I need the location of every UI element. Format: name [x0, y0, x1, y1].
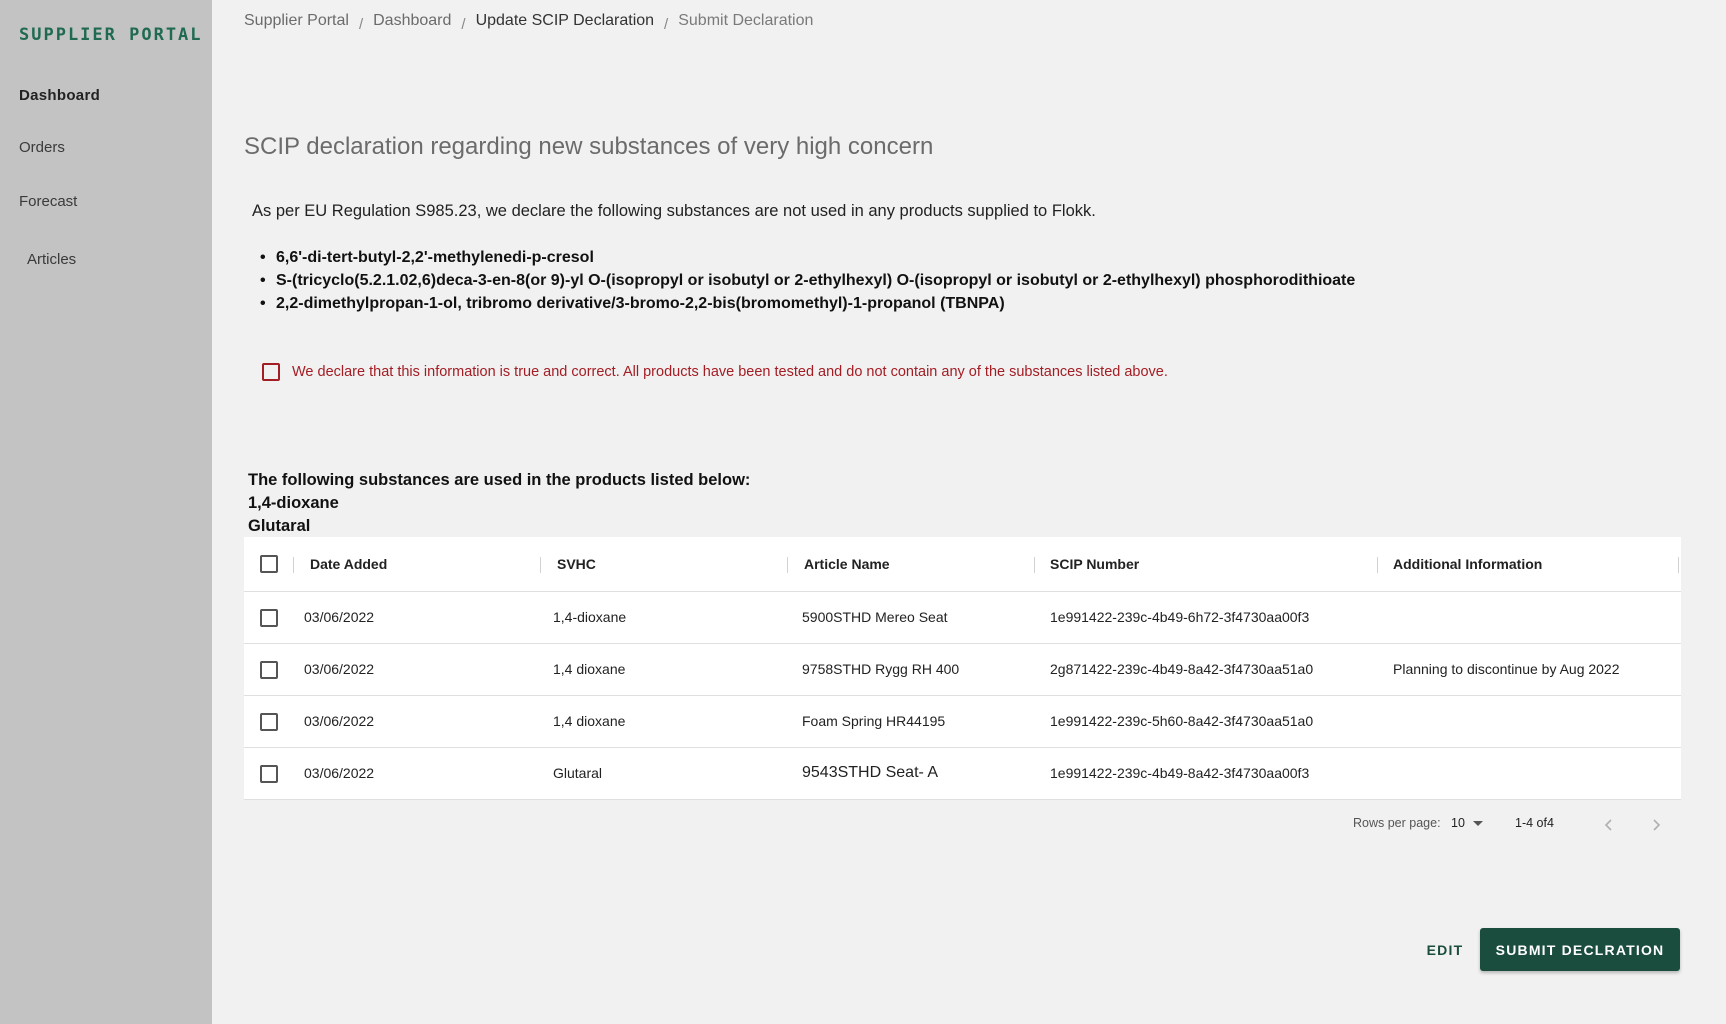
next-page-button[interactable]	[1644, 813, 1668, 837]
substance-item: • 6,6'-di-tert-butyl-2,2'-methylenedi-p-cresol	[258, 246, 1355, 269]
column-header-article-name[interactable]: Article Name	[804, 556, 890, 572]
cell-date-added: 03/06/2022	[304, 765, 375, 781]
cell-article-name: 5900STHD Mereo Seat	[802, 609, 948, 625]
pagination-range: 1-4 of4	[1515, 816, 1554, 830]
edit-button[interactable]: EDIT	[1405, 930, 1485, 970]
declaration-text: We declare that this information is true and correct. All products have been tested and do not contain any of the substances listed above.	[292, 364, 1168, 380]
declaration-checkbox[interactable]	[262, 363, 280, 381]
declaration-checkbox-row[interactable]	[262, 363, 1168, 381]
breadcrumb-submit-declaration: Submit Declaration	[678, 12, 814, 29]
cell-svhc: Glutaral	[553, 765, 603, 781]
svhc-table	[244, 537, 1681, 800]
cell-scip-number: 1e991422-239c-4b49-6h72-3f4730aa00f3	[1050, 609, 1310, 625]
table-header	[244, 537, 1681, 592]
column-separator	[293, 557, 294, 573]
cell-svhc: 1,4 dioxane	[553, 661, 626, 677]
cell-svhc: 1,4-dioxane	[553, 609, 627, 625]
table-row[interactable]	[244, 696, 1681, 748]
cell-date-added: 03/06/2022	[304, 661, 375, 677]
sidebar-item-orders[interactable]: Orders	[19, 139, 65, 156]
dropdown-caret-icon	[1473, 821, 1483, 826]
breadcrumb-update-scip[interactable]: Update SCIP Declaration	[475, 12, 655, 29]
substance-item: • 2,2-dimethylpropan-1-ol, tribromo derivative/3-bromo-2,2-bis(bromomethyl)-1-propanol (TBNPA)	[258, 292, 1355, 315]
column-header-additional-info[interactable]: Additional Information	[1393, 556, 1543, 572]
select-all-checkbox[interactable]	[260, 555, 278, 573]
declaration-intro: As per EU Regulation S985.23, we declare the following substances are not used in any products supplied to Flokk.	[252, 202, 1096, 220]
cell-date-added: 03/06/2022	[304, 609, 375, 625]
breadcrumb-supplier-portal[interactable]: Supplier Portal	[244, 12, 349, 29]
rows-per-page-label: Rows per page:	[1353, 816, 1441, 830]
breadcrumb-dashboard[interactable]: Dashboard	[373, 12, 452, 29]
row-checkbox[interactable]	[260, 765, 278, 783]
column-separator	[1377, 557, 1378, 573]
table-row[interactable]	[244, 592, 1681, 644]
used-substance-item: Glutaral	[248, 517, 311, 535]
breadcrumb-separator: /	[461, 15, 466, 33]
cell-scip-number: 1e991422-239c-5h60-8a42-3f4730aa51a0	[1050, 713, 1314, 729]
submit-declaration-button[interactable]: SUBMIT DECLRATION	[1480, 928, 1680, 971]
row-checkbox[interactable]	[260, 609, 278, 627]
substance-item: • S-(tricyclo(5.2.1.02,6)deca-3-en-8(or 9)-yl O-(isopropyl or isobutyl or 2-ethylhexyl) O-(isopropyl or isobutyl or 2-ethylhexyl) phosphorodithioate	[258, 269, 1355, 292]
column-header-scip-number[interactable]: SCIP Number	[1050, 556, 1140, 572]
breadcrumb-separator: /	[358, 15, 364, 33]
cell-article-name: Foam Spring HR44195	[802, 713, 946, 729]
column-separator	[540, 557, 541, 573]
cell-svhc: 1,4 dioxane	[553, 713, 626, 729]
used-substance-item: 1,4-dioxane	[248, 494, 339, 512]
previous-page-button[interactable]	[1597, 813, 1621, 837]
breadcrumb-separator: /	[664, 15, 669, 33]
sidebar	[0, 0, 212, 1024]
app-logo: SUPPLIER PORTAL	[19, 25, 203, 45]
row-checkbox[interactable]	[260, 713, 278, 731]
breadcrumb	[244, 12, 814, 33]
page-title: SCIP declaration regarding new substances of very high concern	[244, 133, 934, 160]
rows-per-page-select[interactable]	[1451, 816, 1483, 830]
table-row[interactable]	[244, 644, 1681, 696]
column-separator	[1678, 557, 1679, 573]
used-substances-block	[248, 469, 750, 538]
sidebar-item-articles[interactable]: Articles	[27, 251, 77, 268]
rows-per-page-value: 10	[1451, 816, 1465, 830]
cell-additional-info: Planning to discontinue by Aug 2022	[1393, 661, 1620, 677]
column-separator	[787, 557, 788, 573]
column-header-svhc[interactable]: SVHC	[557, 556, 596, 572]
table-row[interactable]	[244, 748, 1681, 800]
cell-scip-number: 1e991422-239c-4b49-8a42-3f4730aa00f3	[1050, 765, 1310, 781]
sidebar-item-dashboard[interactable]: Dashboard	[19, 87, 101, 104]
sidebar-item-forecast[interactable]: Forecast	[19, 193, 78, 210]
column-separator	[1034, 557, 1035, 573]
row-checkbox[interactable]	[260, 661, 278, 679]
chevron-right-icon	[1650, 819, 1662, 831]
cell-article-name: 9543STHD Seat- A	[802, 764, 939, 781]
substance-list	[258, 246, 1355, 315]
cell-date-added: 03/06/2022	[304, 713, 375, 729]
cell-scip-number: 2g871422-239c-4b49-8a42-3f4730aa51a0	[1050, 661, 1314, 677]
cell-article-name: 9758STHD Rygg RH 400	[802, 661, 960, 677]
used-substances-heading: The following substances are used in the products listed below:	[248, 471, 751, 489]
column-header-date-added[interactable]: Date Added	[310, 556, 388, 572]
chevron-left-icon	[1603, 819, 1615, 831]
